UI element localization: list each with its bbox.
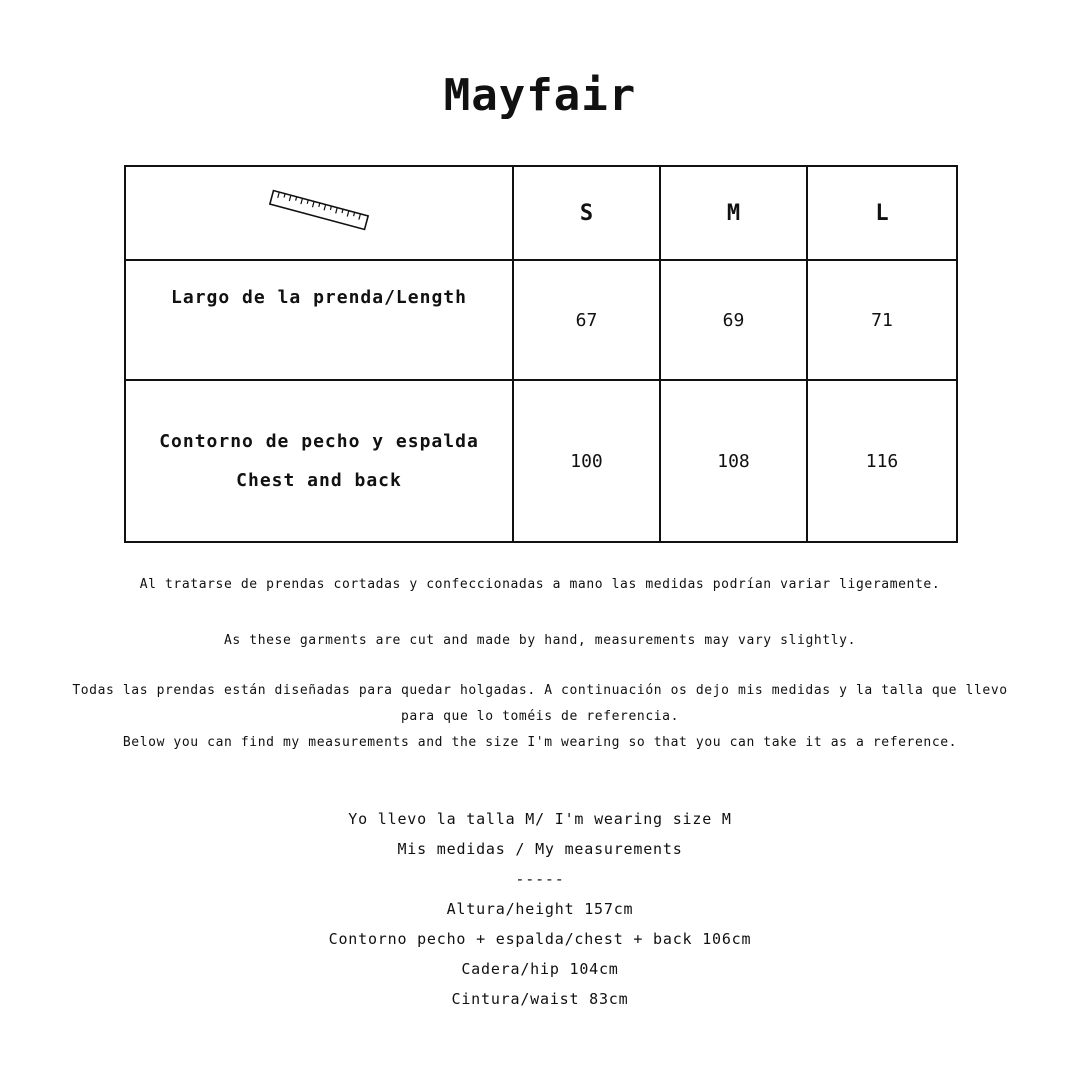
value-chest-l: 116 bbox=[807, 380, 957, 542]
table-header-row bbox=[125, 166, 957, 260]
measurement-chest-back: Contorno pecho + espalda/chest + back 106cm bbox=[328, 930, 752, 948]
note-fit-en: Below you can find my measurements and the size I'm wearing so that you can take it as a reference. bbox=[122, 735, 958, 750]
row-label-chest-en: Chest and back bbox=[236, 470, 402, 491]
my-measurements bbox=[0, 804, 1080, 1014]
measurement-waist: Cintura/waist 83cm bbox=[451, 990, 629, 1008]
size-header-l: L bbox=[807, 166, 957, 260]
row-label-chest-es: Contorno de pecho y espalda bbox=[159, 431, 479, 452]
value-length-s: 67 bbox=[513, 260, 660, 380]
value-length-l: 71 bbox=[807, 260, 957, 380]
measurements-heading: Mis medidas / My measurements bbox=[397, 840, 683, 858]
notes-section bbox=[0, 572, 1080, 756]
measurement-height: Altura/height 157cm bbox=[446, 900, 634, 918]
size-chart-table bbox=[124, 165, 958, 543]
note-handmade-es: Al tratarse de prendas cortadas y confeccionadas a mano las medidas podrían variar ligeramente. bbox=[139, 577, 941, 592]
header-icon-cell bbox=[125, 166, 513, 260]
table-row-chest bbox=[125, 380, 957, 542]
note-fit-es: Todas las prendas están diseñadas para quedar holgadas. A continuación os dejo mis medidas y la talla que llevo para que lo toméis de referencia. bbox=[72, 683, 1008, 724]
measurements-divider: ----- bbox=[515, 870, 565, 888]
note-handmade-en: As these garments are cut and made by hand, measurements may vary slightly. bbox=[224, 633, 856, 648]
ruler-icon bbox=[264, 185, 374, 235]
page-title: Mayfair bbox=[443, 70, 637, 121]
value-chest-s: 100 bbox=[513, 380, 660, 542]
table-row-length bbox=[125, 260, 957, 380]
size-header-m: M bbox=[660, 166, 807, 260]
size-header-s: S bbox=[513, 166, 660, 260]
wearing-size: Yo llevo la talla M/ I'm wearing size M bbox=[348, 810, 732, 828]
row-label-length: Largo de la prenda/Length bbox=[125, 260, 513, 380]
value-length-m: 69 bbox=[660, 260, 807, 380]
measurement-hip: Cadera/hip 104cm bbox=[461, 960, 619, 978]
value-chest-m: 108 bbox=[660, 380, 807, 542]
row-label-chest bbox=[125, 380, 513, 542]
